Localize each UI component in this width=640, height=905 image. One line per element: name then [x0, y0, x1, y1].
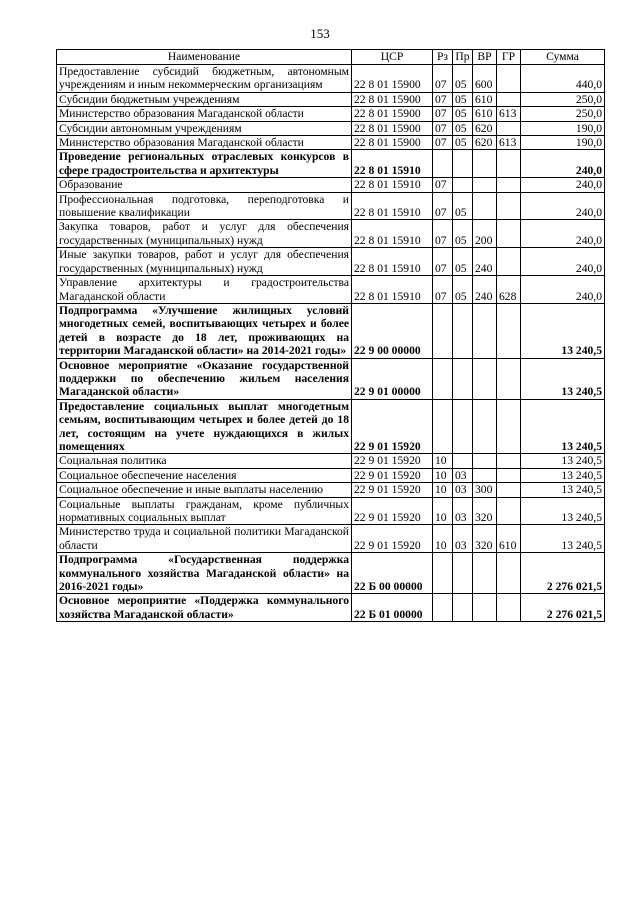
header-gr: ГР: [497, 50, 521, 65]
cell-name: Субсидии автономным учреждениям: [57, 121, 352, 135]
cell-vr: 620: [473, 121, 497, 135]
cell-sum: 240,0: [521, 220, 605, 248]
cell-vr: 200: [473, 220, 497, 248]
table-row: [57, 107, 605, 121]
table-row: [57, 65, 605, 93]
cell-name: Социальное обеспечение и иные выплаты населению: [57, 483, 352, 497]
cell-pr: 05: [453, 276, 473, 304]
table-row: [57, 178, 605, 192]
cell-csr: 22 8 01 15900: [352, 107, 433, 121]
cell-gr: [497, 65, 521, 93]
header-name: Наименование: [57, 50, 352, 65]
cell-vr: [473, 150, 497, 178]
cell-name: Основное мероприятие «Поддержка коммунального хозяйства Магаданской области»: [57, 594, 352, 622]
cell-gr: [497, 497, 521, 525]
cell-pr: [453, 150, 473, 178]
cell-sum: 240,0: [521, 248, 605, 276]
cell-csr: 22 8 01 15910: [352, 248, 433, 276]
cell-gr: [497, 192, 521, 220]
cell-sum: 240,0: [521, 276, 605, 304]
cell-pr: 03: [453, 525, 473, 553]
cell-vr: [473, 192, 497, 220]
cell-csr: 22 Б 01 00000: [352, 594, 433, 622]
cell-rz: [433, 150, 453, 178]
cell-vr: 600: [473, 65, 497, 93]
cell-name: Предоставление субсидий бюджетным, автономным учреждениям и иным некоммерческим организациям: [57, 65, 352, 93]
cell-vr: [473, 553, 497, 594]
table-row: [57, 497, 605, 525]
cell-csr: 22 9 01 15920: [352, 483, 433, 497]
cell-gr: [497, 178, 521, 192]
cell-vr: 300: [473, 483, 497, 497]
cell-vr: 240: [473, 276, 497, 304]
cell-vr: 320: [473, 525, 497, 553]
cell-gr: [497, 92, 521, 106]
cell-vr: 320: [473, 497, 497, 525]
cell-csr: 22 8 01 15910: [352, 276, 433, 304]
cell-sum: 250,0: [521, 92, 605, 106]
table-row: [57, 303, 605, 358]
cell-csr: 22 8 01 15900: [352, 136, 433, 150]
cell-vr: 620: [473, 136, 497, 150]
cell-name: Министерство труда и социальной политики Магаданской области: [57, 525, 352, 553]
cell-rz: [433, 358, 453, 399]
header-sum: Сумма: [521, 50, 605, 65]
cell-sum: 13 240,5: [521, 399, 605, 454]
cell-vr: 610: [473, 92, 497, 106]
cell-csr: 22 8 01 15910: [352, 220, 433, 248]
cell-gr: [497, 483, 521, 497]
cell-name: Социальные выплаты гражданам, кроме публичных нормативных социальных выплат: [57, 497, 352, 525]
cell-csr: 22 9 00 00000: [352, 303, 433, 358]
cell-csr: 22 8 01 15910: [352, 150, 433, 178]
cell-sum: 240,0: [521, 178, 605, 192]
cell-name: Профессиональная подготовка, переподготовка и повышение квалификации: [57, 192, 352, 220]
cell-pr: [453, 594, 473, 622]
cell-name: Подпрограмма «Улучшение жилищных условий многодетных семей, воспитывающих четырех и более детей в возрасте до 18 лет, проживающих на территории Магаданской области» на 2014-2021 годы»: [57, 303, 352, 358]
cell-rz: 07: [433, 121, 453, 135]
cell-sum: 13 240,5: [521, 468, 605, 482]
cell-rz: [433, 594, 453, 622]
table-row: [57, 136, 605, 150]
cell-csr: 22 9 01 15920: [352, 468, 433, 482]
cell-vr: [473, 358, 497, 399]
cell-name: Основное мероприятие «Оказание государственной поддержки по обеспечению жильем населения Магаданской области»: [57, 358, 352, 399]
cell-vr: 240: [473, 248, 497, 276]
cell-sum: 250,0: [521, 107, 605, 121]
cell-csr: 22 8 01 15910: [352, 192, 433, 220]
cell-csr: 22 9 01 15920: [352, 454, 433, 468]
cell-gr: 613: [497, 107, 521, 121]
cell-rz: [433, 399, 453, 454]
cell-sum: 440,0: [521, 65, 605, 93]
cell-csr: 22 9 01 15920: [352, 399, 433, 454]
table-body: [57, 65, 605, 622]
cell-pr: 05: [453, 220, 473, 248]
cell-name: Иные закупки товаров, работ и услуг для обеспечения государственных (муниципальных) нужд: [57, 248, 352, 276]
cell-gr: [497, 220, 521, 248]
cell-pr: [453, 178, 473, 192]
cell-sum: 13 240,5: [521, 303, 605, 358]
cell-sum: 190,0: [521, 136, 605, 150]
cell-gr: [497, 399, 521, 454]
table-row: [57, 150, 605, 178]
cell-gr: [497, 454, 521, 468]
table-row: [57, 525, 605, 553]
cell-pr: 05: [453, 121, 473, 135]
cell-gr: [497, 248, 521, 276]
cell-name: Социальная политика: [57, 454, 352, 468]
cell-pr: 05: [453, 107, 473, 121]
cell-pr: 05: [453, 136, 473, 150]
cell-sum: 13 240,5: [521, 525, 605, 553]
table-row: [57, 454, 605, 468]
cell-pr: [453, 553, 473, 594]
table-row: [57, 192, 605, 220]
cell-rz: 10: [433, 468, 453, 482]
cell-name: Субсидии бюджетным учреждениям: [57, 92, 352, 106]
cell-pr: 03: [453, 497, 473, 525]
table-row: [57, 358, 605, 399]
cell-pr: 05: [453, 248, 473, 276]
cell-gr: [497, 553, 521, 594]
budget-table: [56, 49, 605, 622]
cell-rz: 07: [433, 220, 453, 248]
cell-name: Социальное обеспечение населения: [57, 468, 352, 482]
table-row: [57, 92, 605, 106]
cell-gr: [497, 150, 521, 178]
cell-sum: 13 240,5: [521, 483, 605, 497]
cell-rz: [433, 553, 453, 594]
cell-name: Управление архитектуры и градостроительства Магаданской области: [57, 276, 352, 304]
cell-sum: 190,0: [521, 121, 605, 135]
cell-pr: [453, 303, 473, 358]
cell-sum: 13 240,5: [521, 497, 605, 525]
cell-gr: 613: [497, 136, 521, 150]
cell-gr: 628: [497, 276, 521, 304]
page-number: 153: [310, 26, 330, 41]
cell-gr: [497, 468, 521, 482]
cell-name: Закупка товаров, работ и услуг для обеспечения государственных (муниципальных) нужд: [57, 220, 352, 248]
cell-csr: 22 8 01 15910: [352, 178, 433, 192]
table-row: [57, 468, 605, 482]
cell-rz: 07: [433, 136, 453, 150]
cell-sum: 13 240,5: [521, 358, 605, 399]
cell-rz: 10: [433, 525, 453, 553]
cell-name: Проведение региональных отраслевых конкурсов в сфере градостроительства и архитектуры: [57, 150, 352, 178]
cell-vr: [473, 468, 497, 482]
cell-csr: 22 9 01 15920: [352, 497, 433, 525]
cell-vr: 610: [473, 107, 497, 121]
table-row: [57, 594, 605, 622]
table-row: [57, 483, 605, 497]
cell-rz: 10: [433, 454, 453, 468]
cell-csr: 22 8 01 15900: [352, 65, 433, 93]
header-row: [57, 50, 605, 65]
cell-csr: 22 9 01 15920: [352, 525, 433, 553]
table-row: [57, 121, 605, 135]
cell-vr: [473, 178, 497, 192]
cell-pr: 05: [453, 65, 473, 93]
cell-rz: 07: [433, 107, 453, 121]
cell-pr: [453, 399, 473, 454]
cell-name: Образование: [57, 178, 352, 192]
cell-name: Подпрограмма «Государственная поддержка коммунального хозяйства Магаданской области» на 2016-2021 годы»: [57, 553, 352, 594]
cell-gr: 610: [497, 525, 521, 553]
cell-name: Министерство образования Магаданской области: [57, 136, 352, 150]
cell-vr: [473, 594, 497, 622]
header-rz: Рз: [433, 50, 453, 65]
cell-gr: [497, 121, 521, 135]
cell-csr: 22 9 01 00000: [352, 358, 433, 399]
cell-rz: [433, 303, 453, 358]
cell-csr: 22 8 01 15900: [352, 121, 433, 135]
cell-rz: 07: [433, 192, 453, 220]
cell-sum: 240,0: [521, 150, 605, 178]
cell-rz: 07: [433, 248, 453, 276]
cell-pr: [453, 358, 473, 399]
header-csr: ЦСР: [352, 50, 433, 65]
cell-rz: 07: [433, 92, 453, 106]
header-vr: ВР: [473, 50, 497, 65]
table-row: [57, 553, 605, 594]
cell-sum: 13 240,5: [521, 454, 605, 468]
cell-pr: 05: [453, 192, 473, 220]
cell-gr: [497, 358, 521, 399]
cell-gr: [497, 303, 521, 358]
cell-vr: [473, 399, 497, 454]
cell-rz: 07: [433, 276, 453, 304]
cell-csr: 22 8 01 15900: [352, 92, 433, 106]
cell-pr: [453, 454, 473, 468]
cell-rz: 10: [433, 497, 453, 525]
cell-sum: 240,0: [521, 192, 605, 220]
cell-gr: [497, 594, 521, 622]
table-row: [57, 248, 605, 276]
table-row: [57, 276, 605, 304]
cell-rz: 07: [433, 65, 453, 93]
cell-vr: [473, 454, 497, 468]
table-row: [57, 399, 605, 454]
cell-rz: 10: [433, 483, 453, 497]
cell-pr: 03: [453, 483, 473, 497]
cell-pr: 03: [453, 468, 473, 482]
cell-csr: 22 Б 00 00000: [352, 553, 433, 594]
table-row: [57, 220, 605, 248]
cell-vr: [473, 303, 497, 358]
cell-name: Министерство образования Магаданской области: [57, 107, 352, 121]
cell-rz: 07: [433, 178, 453, 192]
cell-sum: 2 276 021,5: [521, 594, 605, 622]
cell-name: Предоставление социальных выплат многодетным семьям, воспитывающим четырех и более детей до 18 лет, состоящим на учете нуждающихся в жилых помещениях: [57, 399, 352, 454]
header-pr: Пр: [453, 50, 473, 65]
cell-pr: 05: [453, 92, 473, 106]
cell-sum: 2 276 021,5: [521, 553, 605, 594]
